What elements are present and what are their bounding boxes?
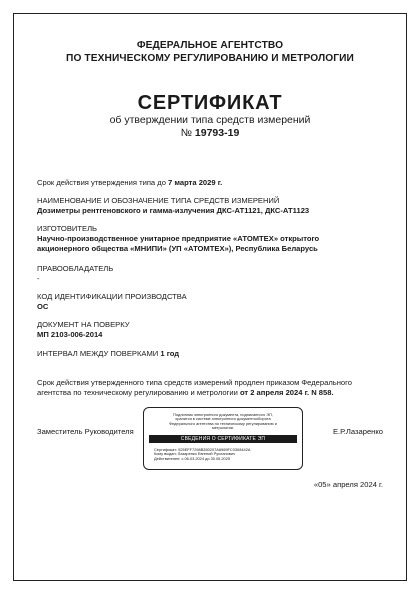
stamp-header-line4: метрологии. xyxy=(211,425,235,431)
signatory-name: Е.Р.Лазаренко xyxy=(332,427,383,436)
stamp-header-line1: Подлинник электронного документа, подписанного ЭП, xyxy=(173,412,273,417)
signatory-position: Заместитель Руководителя xyxy=(37,427,134,436)
validity-date: 7 марта 2029 г. xyxy=(168,178,223,187)
stamp-header xyxy=(148,413,298,431)
stamp-owner-value: Лазаренко Евгений Русланович xyxy=(177,451,236,457)
issue-date: «05» апреля 2024 г. xyxy=(313,480,383,489)
agency-name-line1: ФЕДЕРАЛЬНОЕ АГЕНТСТВО xyxy=(136,40,284,51)
stamp-header-line3: Федерального агентства по техническому регулированию и xyxy=(169,420,277,426)
type-name-value: Дозиметры рентгеновского и гамма-излучения ДКС-АТ1121, ДКС-АТ1123 xyxy=(37,206,310,215)
type-name-label: НАИМЕНОВАНИЕ И ОБОЗНАЧЕНИЕ ТИПА СРЕДСТВ ИЗМЕРЕНИЙ xyxy=(37,196,280,205)
extension-line2-text: агентства по техническому регулированию и метрологии xyxy=(37,388,238,397)
interval-line xyxy=(37,349,179,359)
stamp-valid-row xyxy=(154,457,250,461)
certificate-number xyxy=(13,127,407,140)
number-value: 19793-19 xyxy=(194,127,240,139)
interval-label: ИНТЕРВАЛ МЕЖДУ ПОВЕРКАМИ xyxy=(37,349,159,358)
stamp-info xyxy=(154,448,250,461)
manufacturer-line2: акционерного общества «МНИПИ» (УП «АТОМТЕХ»), Республика Беларусь xyxy=(37,244,318,253)
stamp-title-bar: СВЕДЕНИЯ О СЕРТИФИКАТЕ ЭП xyxy=(149,435,297,443)
interval-value: 1 год xyxy=(160,349,180,358)
agency-name-line2: ПО ТЕХНИЧЕСКОМУ РЕГУЛИРОВАНИЮ И МЕТРОЛОГИИ xyxy=(66,53,354,64)
validity-line xyxy=(37,178,222,188)
manufacturer-line1: Научно-производственное унитарное предприятие «АТОМТЕХ» открытого xyxy=(37,234,320,243)
verification-doc-label: ДОКУМЕНТ НА ПОВЕРКУ xyxy=(37,320,130,329)
stamp-owner-label: Кому выдан: xyxy=(154,451,177,457)
manufacturer-label: ИЗГОТОВИТЕЛЬ xyxy=(37,224,98,233)
extension-line2 xyxy=(37,388,334,398)
validity-label: Срок действия утверждения типа до xyxy=(37,178,166,187)
stamp-certificate-label: Сертификат: xyxy=(154,447,178,452)
electronic-signature-stamp xyxy=(143,407,303,470)
production-code-label: КОД ИДЕНТИФИКАЦИИ ПРОИЗВОДСТВА xyxy=(37,292,187,301)
extension-order: от 2 апреля 2024 г. N 858. xyxy=(239,388,334,397)
production-code-value: ОС xyxy=(37,302,49,311)
holder-value: - xyxy=(37,274,40,283)
certificate-subtitle: об утверждении типа средств измерений xyxy=(109,114,311,126)
stamp-valid-value: с 06.03.2024 до 30.05.2025 xyxy=(181,455,231,461)
verification-doc-value: МП 2103-006-2014 xyxy=(37,330,103,339)
number-prefix: № xyxy=(180,127,192,139)
holder-label: ПРАВООБЛАДАТЕЛЬ xyxy=(37,264,114,273)
stamp-valid-label: Действителен: xyxy=(154,455,181,461)
certificate-title: СЕРТИФИКАТ xyxy=(137,92,283,114)
stamp-certificate-value: 525EFF7298B350207A6969FC0308442A xyxy=(178,447,251,452)
stamp-header-line2: хранится в системе электронного документооборота xyxy=(175,416,271,422)
extension-line1: Срок действия утвержденного типа средств измерений продлен приказом Федерального xyxy=(37,378,352,387)
